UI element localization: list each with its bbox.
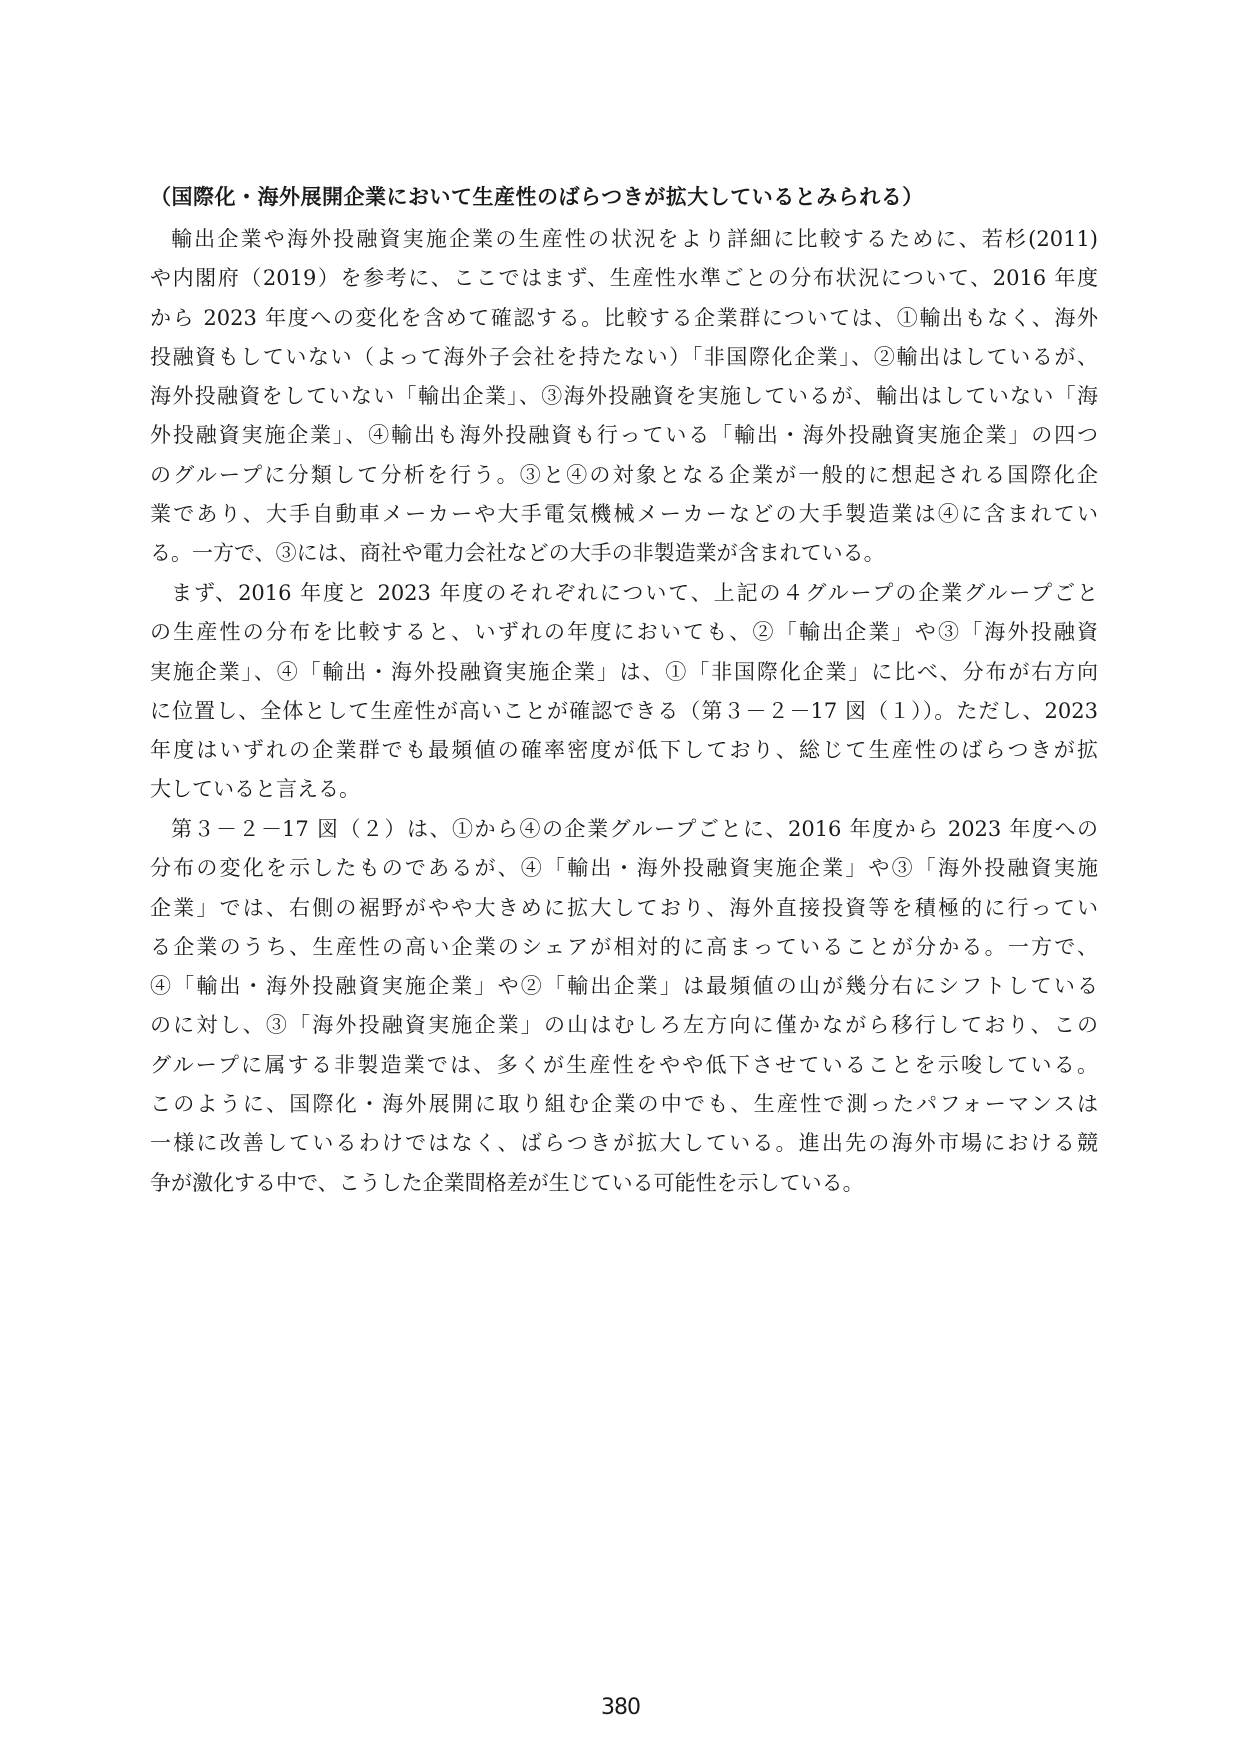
paragraph-line: のに対し、③「海外投融資実施企業」の山はむしろ左方向に僅かながら移行しており、この [150,1013,1098,1038]
paragraph-line: グループに属する非製造業では、多くが生産性をやや低下させていることを示唆している。 [150,1052,1098,1077]
paragraph-line: 輸出企業や海外投融資実施企業の生産性の状況をより詳細に比較するために、若杉(2011) [171,227,1098,251]
paragraph-line: 大していると言える。 [150,777,360,802]
paragraph-3 [150,810,1098,1203]
paragraph-2 [150,574,1098,810]
paragraph-line: や内閣府（2019）を参考に、ここではまず、生産性水準ごとの分布状況について、2016 年度 [150,266,1098,291]
paragraph-line: のグループに分類して分析を行う。③と④の対象となる企業が一般的に想起される国際化企 [150,462,1098,487]
paragraph-line: 投融資もしていない（よって海外子会社を持たない）「非国際化企業」、②輸出はしているが、 [150,344,1098,369]
paragraph-line: 業であり、大手自動車メーカーや大手電気機械メーカーなどの大手製造業は④に含まれてい [150,502,1098,527]
paragraph-line: まず、2016 年度と 2023 年度のそれぞれについて、上記の４グループの企業グループごと [171,581,1098,605]
paragraph-line: 争が激化する中で、こうした企業間格差が生じている可能性を示している。 [150,1170,864,1195]
section-heading: （国際化・海外展開企業において生産性のばらつきが拡大しているとみられる） [150,185,924,209]
paragraph-line: このように、国際化・海外展開に取り組む企業の中でも、生産性で測ったパフォーマンスは [150,1092,1098,1117]
paragraph-1 [150,220,1098,574]
page-number: 380 [601,1695,640,1720]
paragraph-line: から 2023 年度への変化を含めて確認する。比較する企業群については、①輸出もなく、海外 [150,305,1098,330]
paragraph-line: の生産性の分布を比較すると、いずれの年度においても、②「輸出企業」や③「海外投融資 [150,620,1098,645]
paragraph-line: 外投融資実施企業」、④輸出も海外投融資も行っている「輸出・海外投融資実施企業」の四つ [150,423,1098,448]
paragraph-line: に位置し、全体として生産性が高いことが確認できる（第３－２－17 図（１））。ただし、2023 [150,698,1098,723]
paragraph-line: ④「輸出・海外投融資実施企業」や②「輸出企業」は最頻値の山が幾分右にシフトしている [150,974,1098,999]
paragraph-line: る企業のうち、生産性の高い企業のシェアが相対的に高まっていることが分かる。一方で、 [150,934,1098,959]
paragraph-line: 年度はいずれの企業群でも最頻値の確率密度が低下しており、総じて生産性のばらつきが拡 [150,738,1098,763]
paragraph-line: る。一方で、③には、商社や電力会社などの大手の非製造業が含まれている。 [150,541,885,566]
paragraph-line: 企業」では、右側の裾野がやや大きめに拡大しており、海外直接投資等を積極的に行ってい [150,895,1098,920]
paragraph-line: 第３－２－17 図（２）は、①から④の企業グループごとに、2016 年度から 2023 年度への [171,817,1098,841]
paragraph-line: 一様に改善しているわけではなく、ばらつきが拡大している。進出先の海外市場における競 [150,1131,1098,1156]
paragraph-line: 分布の変化を示したものであるが、④「輸出・海外投融資実施企業」や③「海外投融資実施 [150,856,1098,881]
paragraph-line: 実施企業」、④「輸出・海外投融資実施企業」は、①「非国際化企業」に比べ、分布が右方向 [150,659,1098,684]
paragraph-line: 海外投融資をしていない「輸出企業」、③海外投融資を実施しているが、輸出はしていない「海 [150,384,1098,409]
